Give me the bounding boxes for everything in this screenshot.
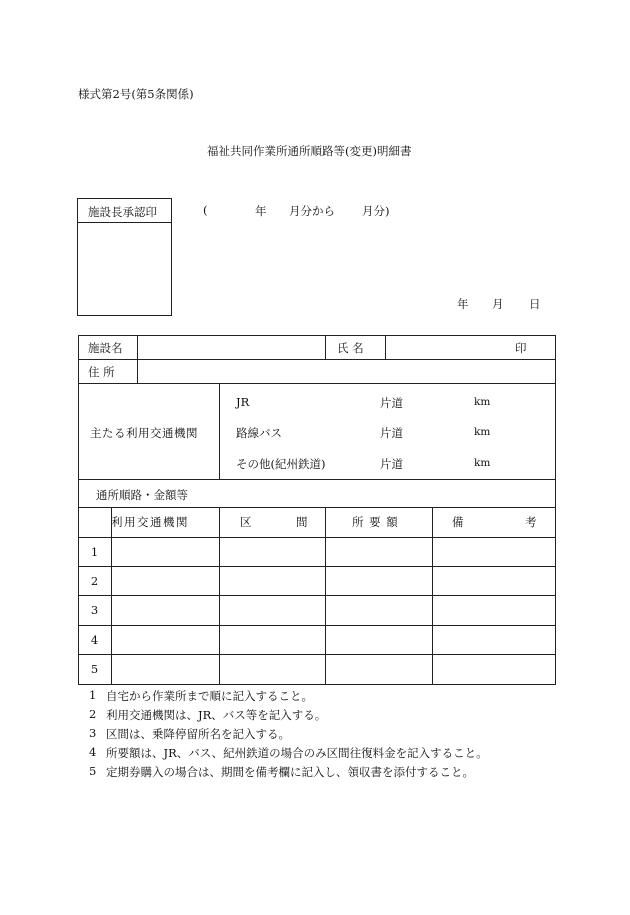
table-line [78,537,556,538]
table-line [432,507,433,685]
table-line [78,383,556,384]
approval-stamp-area[interactable] [88,226,168,312]
approval-box-divider [77,222,172,223]
name-field[interactable] [389,337,509,357]
approval-label: 施設長承認印 [88,205,157,219]
table-line [137,335,138,383]
transport-unit: km [474,396,491,408]
period-month-from: 月分から [289,204,335,218]
row-number: 3 [90,603,99,617]
facility-label: 施設名 [88,341,123,355]
transport-name: JR [236,395,250,409]
facility-field[interactable] [140,337,322,357]
table-line [78,507,556,508]
period-month-to: 月分) [362,204,390,218]
main-table [78,335,556,685]
period-year: 年 [255,204,267,218]
note-text: 区間は、乗降停留所名を記入する。 [106,727,290,741]
note-number: 1 [89,688,97,702]
name-label: 氏 名 [337,341,364,355]
table-line [385,335,386,359]
note-text: 所要額は、JR、バス、紀州鉄道の場合のみ区間往復料金を記入すること。 [106,746,488,760]
table-line [219,383,220,479]
table-line [78,654,556,655]
header-remarks-right: 考 [525,515,537,529]
note-text: 自宅から作業所まで順に記入すること。 [106,689,313,703]
header-transport: 利用交通機関 [111,515,189,529]
table-line [325,507,326,685]
note-number: 2 [89,707,97,721]
route-cell-transport[interactable] [113,539,217,564]
transport-oneway: 片道 [380,396,403,410]
seal-mark: 印 [515,341,527,355]
header-section-right: 間 [296,515,308,529]
route-cell-cost[interactable] [327,539,430,564]
table-line [78,566,556,567]
header-remarks-left: 備 [452,515,464,529]
address-field[interactable] [140,361,552,381]
row-number: 1 [90,545,99,559]
row-number: 4 [90,633,99,647]
table-line [78,625,556,626]
note-number: 4 [89,745,97,759]
note-text: 利用交通機関は、JR、バス等を記入する。 [106,708,327,722]
transport-name: 路線バス [236,426,282,440]
note-number: 3 [89,726,97,740]
address-label: 住 所 [88,365,115,379]
row-number: 5 [90,662,99,676]
table-line [325,335,326,359]
form-number: 様式第2号(第5条関係) [78,87,194,101]
table-line [78,595,556,596]
route-cell-remarks[interactable] [434,539,554,564]
date-year: 年 [457,297,469,311]
header-section-left: 区 [240,515,252,529]
transport-label: 主たる利用交通機関 [90,426,198,440]
header-cost: 所 要 額 [352,515,399,529]
transport-unit: km [474,426,491,438]
note-number: 5 [89,764,97,778]
document-title: 福祉共同作業所通所順路等(変更)明細書 [207,144,412,158]
route-cell-section[interactable] [221,539,323,564]
date-month: 月 [492,297,504,311]
row-number: 2 [90,574,99,588]
table-line [78,479,556,480]
transport-name: その他(紀州鉄道) [236,457,326,471]
transport-oneway: 片道 [380,457,403,471]
table-line [78,359,556,360]
table-line [219,507,220,685]
date-day: 日 [529,297,541,311]
table-line [111,507,112,685]
transport-unit: km [474,457,491,469]
note-text: 定期券購入の場合は、期間を備考欄に記入し、領収書を添付すること。 [106,765,474,779]
route-section-label: 通所順路・金額等 [96,488,188,502]
period-open-paren: ( [203,203,208,217]
transport-oneway: 片道 [380,426,403,440]
